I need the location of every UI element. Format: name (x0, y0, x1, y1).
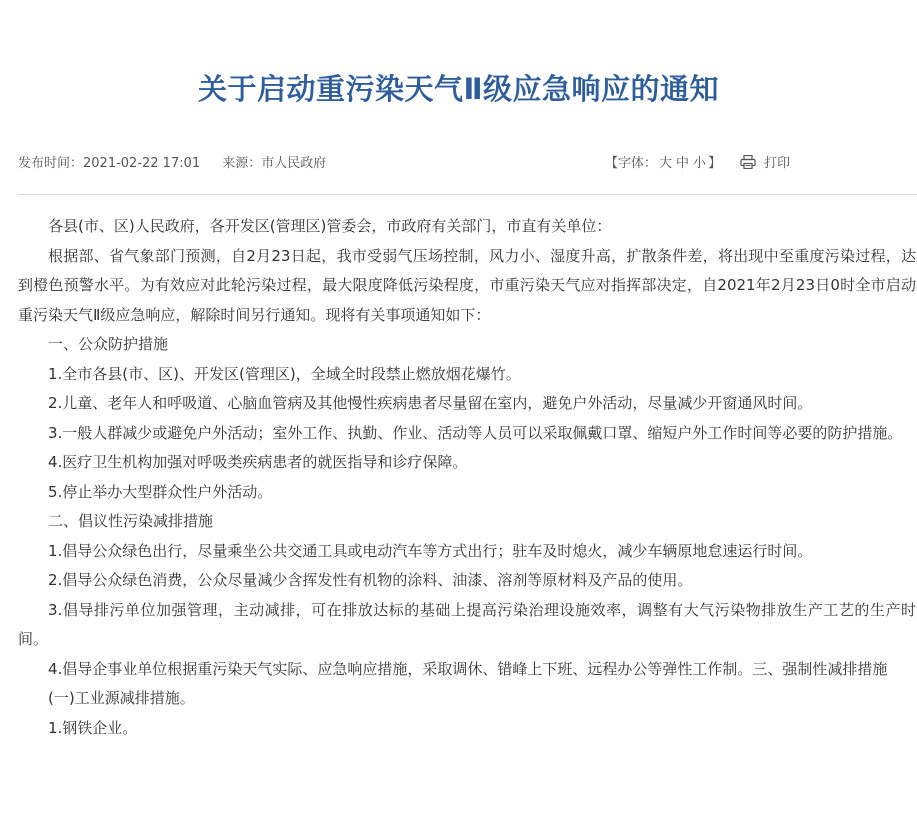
paragraph: 2.倡导公众绿色消费，公众尽量减少含挥发性有机物的涂料、油漆、溶剂等原材料及产品的使用。 (48, 571, 693, 589)
publish-time: 发布时间：2021-02-22 17:01 (18, 156, 201, 171)
font-label-prefix: 【字体： (605, 156, 658, 171)
paragraph: 1.全市各县(市、区)、开发区(管理区)，全域全时段禁止燃放烟花爆竹。 (48, 364, 521, 383)
meta-left (18, 152, 344, 171)
paragraph: 各县(市、区)人民政府，各开发区(管理区)管委会，市政府有关部门，市直有关单位： (48, 217, 612, 235)
paragraph: 4.医疗卫生机构加强对呼吸类疾病患者的就医指导和诊疗保障。 (48, 453, 468, 471)
article-meta (18, 152, 898, 172)
paragraph: 1.倡导公众绿色出行，尽量乘坐公共交通工具或电动汽车等方式出行；驻车及时熄火，减少车辆原地怠速运行时间。 (48, 541, 813, 560)
print-button[interactable] (740, 152, 790, 171)
section-heading: 一、公众防护措施 (48, 335, 169, 353)
paragraph: 2.儿童、老年人和呼吸道、心脑血管病及其他慢性疾病患者尽量留在室内，避免户外活动，尽量减少开窗通风时间。 (48, 394, 813, 412)
paragraph: 5.停止举办大型群众性户外活动。 (48, 482, 273, 501)
paragraph: 3.一般人群减少或避免户外活动；室外工作、执勤、作业、活动等人员可以采取佩戴口罩、缩短户外工作时间等必要的防护措施。 (48, 423, 903, 442)
font-size-small-button[interactable]: 小 (693, 156, 707, 171)
article-body (18, 212, 916, 743)
font-size-medium-button[interactable]: 中 (676, 156, 690, 171)
source: 来源：市人民政府 (222, 156, 327, 171)
font-size-large-button[interactable]: 大 (659, 156, 673, 171)
printer-icon (740, 156, 764, 171)
paragraph: 1.钢铁企业。 (48, 718, 138, 737)
subsection-heading: (一)工业源减排措施。 (48, 689, 195, 707)
divider (18, 194, 917, 195)
page-title: 关于启动重污染天气Ⅱ级应急响应的通知 (197, 72, 720, 107)
paragraph: 3.倡导排污单位加强管理，主动减排，可在排放达标的基础上提高污染治理设施效率，调整有大气污染物排放生产工艺的生产时间。 (18, 600, 916, 648)
print-label: 打印 (764, 156, 791, 171)
paragraph: 根据部、省气象部门预测，自2月23日起，我市受弱气压场控制，风力小、湿度升高，扩散条件差，将出现中至重度污染过程，达到橙色预警水平。为有效应对此轮污染过程，最大限度降低污染程度，市重污染天气应对指挥部决定，自2021年2月23日0时全市启动重污染天气Ⅱ级应急响应，解除时间另行通知。现将有关事项通知如下： (18, 246, 916, 324)
section-heading: 二、倡议性污染减排措施 (48, 512, 214, 530)
paragraph: 4.倡导企事业单位根据重污染天气实际、应急响应措施，采取调休、错峰上下班、远程办公等弹性工作制。三、强制性减排措施 (48, 659, 888, 678)
font-size-control (605, 152, 721, 171)
font-label-suffix: 】 (708, 156, 722, 171)
